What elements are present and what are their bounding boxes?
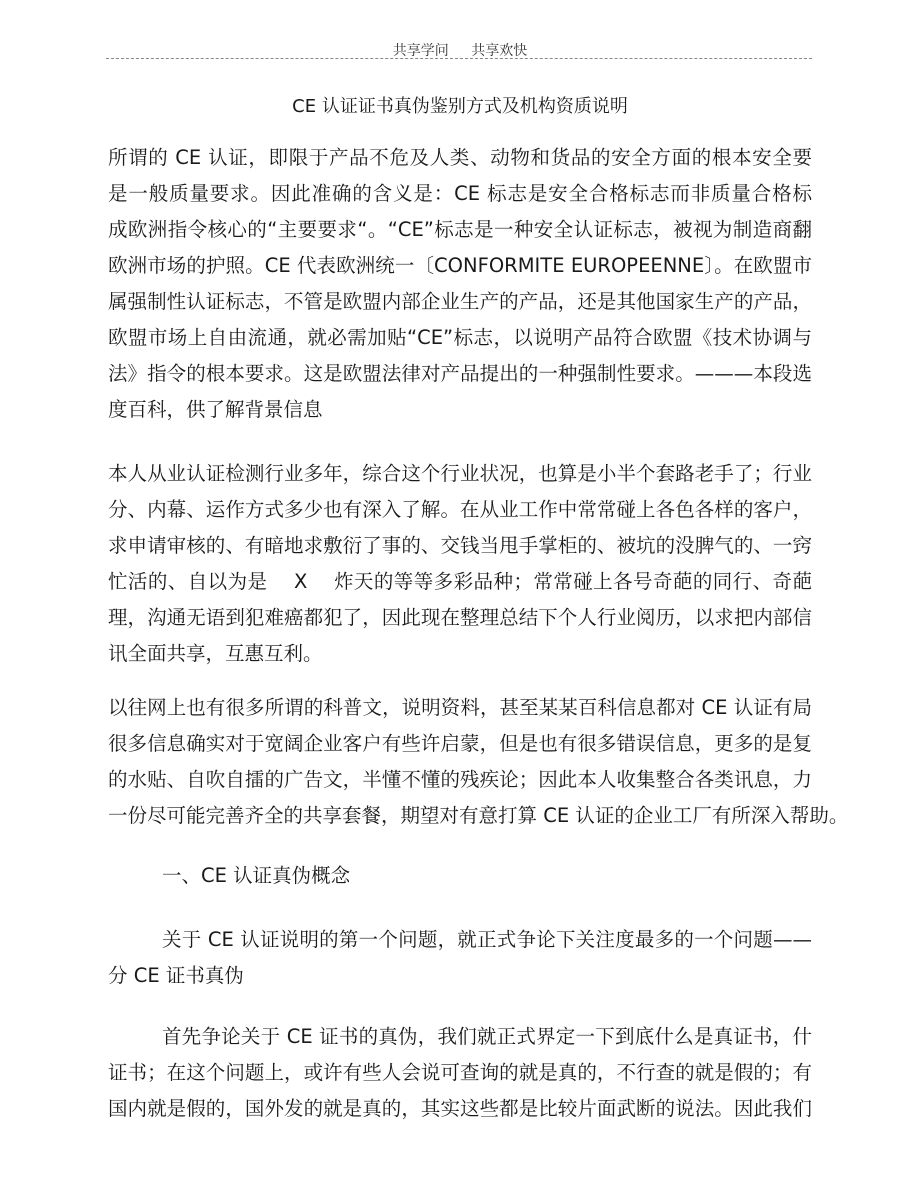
- header-right: 共享欢快: [471, 43, 528, 59]
- paragraph-line: 属强制性认证标志，不管是欧盟内部企业生产的产品，还是其他国家生产的产品，: [108, 290, 812, 313]
- paragraph-line: 讯全面共享，互惠互利。: [108, 642, 323, 665]
- paragraph-line: 以往网上也有很多所谓的科普文，说明资料，甚至某某百科信息都对 CE 认证有局: [108, 696, 812, 719]
- paragraph-line: 的水贴、自吹自擂的广告文，半懂不懂的残疾论；因此本人收集整合各类讯息，力: [108, 768, 812, 791]
- paragraph-line: 分、内幕、运作方式多少也有深入了解。在从业工作中常常碰上各色各样的客户，: [108, 498, 812, 521]
- paragraph-line: 分 CE 证书真伪: [108, 964, 244, 987]
- paragraph-line: 成欧洲指令核心的“主要要求“。“CE”标志是一种安全认证标志，被视为制造商翻: [108, 218, 812, 241]
- paragraph-line: 是一般质量要求。因此准确的含义是：CE 标志是安全合格标志而非质量合格标: [108, 182, 812, 205]
- paragraph-line: 欧盟市场上自由流通，就必需加贴“CE”标志，以说明产品符合欧盟《技术协调与: [108, 326, 812, 349]
- header-left: 共享学问: [392, 43, 449, 59]
- paragraph-line: 欧洲市场的护照。CE 代表欧洲统一〔CONFORMITE EUROPEENNE〕。在欧盟市: [108, 254, 812, 277]
- paragraph-line: 法》指令的根本要求。这是欧盟法律对产品提出的一种强制性要求。———本段选: [108, 362, 812, 385]
- paragraph-line: 度百科，供了解背景信息: [108, 398, 323, 421]
- paragraph-line: 很多信息确实对于宽阔企业客户有些许启蒙，但是也有很多错误信息，更多的是复: [108, 732, 812, 755]
- paragraph-line: 本人从业认证检测行业多年，综合这个行业状况，也算是小半个套路老手了；行业: [108, 462, 812, 485]
- paragraph-line: 求申请审核的、有暗地求敷衍了事的、交钱当甩手掌柜的、被坑的没脾气的、一窍: [108, 534, 812, 557]
- header-rule: [106, 58, 812, 59]
- paragraph-line: 理，沟通无语到犯难癌都犯了，因此现在整理总结下个人行业阅历，以求把内部信: [108, 606, 812, 629]
- page-header: [0, 40, 920, 60]
- paragraph-line: 关于 CE 认证说明的第一个问题，就正式争论下关注度最多的一个问题——: [162, 928, 812, 951]
- section-heading: 一、CE 认证真伪概念: [162, 864, 351, 887]
- paragraph-line: 所谓的 CE 认证，即限于产品不危及人类、动物和货品的安全方面的根本安全要: [108, 146, 812, 169]
- paragraph-line: 证书；在这个问题上，或许有些人会说可查询的就是真的，不行查的就是假的；有: [108, 1061, 812, 1084]
- document-title: CE 认证证书真伪鉴别方式及机构资质说明: [292, 96, 628, 117]
- paragraph-line: 首先争论关于 CE 证书的真伪，我们就正式界定一下到底什么是真证书，什: [162, 1025, 812, 1048]
- paragraph-line: 一份尽可能完善齐全的共享套餐，期望对有意打算 CE 认证的企业工厂有所深入帮助。: [108, 804, 849, 827]
- paragraph-line: 忙活的、自以为是 X 炸天的等等多彩品种；常常碰上各号奇葩的同行、奇葩: [108, 570, 812, 593]
- paragraph-line: 国内就是假的，国外发的就是真的，其实这些都是比较片面武断的说法。因此我们: [108, 1097, 812, 1120]
